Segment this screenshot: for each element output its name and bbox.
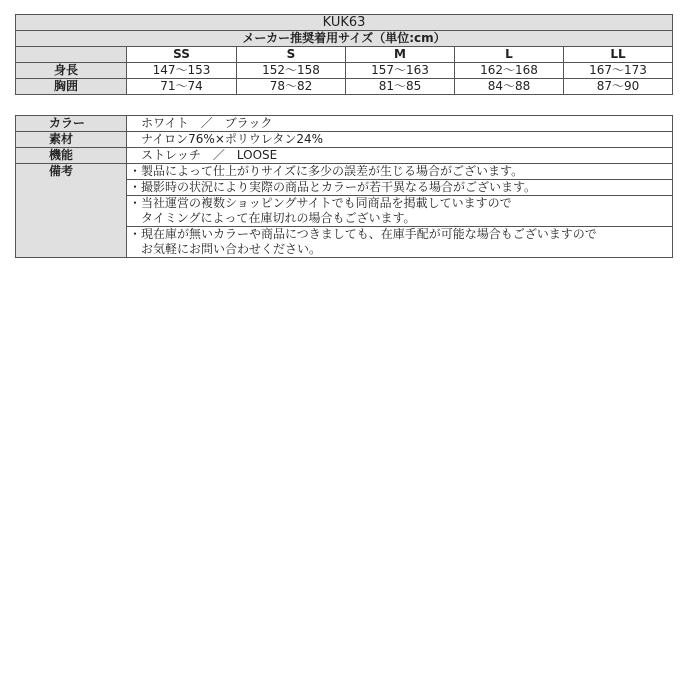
chest-ss: 71～74 bbox=[127, 79, 237, 95]
table-row bbox=[16, 63, 673, 79]
table-row bbox=[16, 148, 673, 164]
material-value: ナイロン76%×ポリウレタン24% bbox=[127, 132, 673, 148]
chest-l: 84～88 bbox=[455, 79, 564, 95]
size-table-subtitle: メーカー推奨着用サイズ（単位:cm） bbox=[16, 31, 673, 47]
function-value: ストレッチ ／ LOOSE bbox=[127, 148, 673, 164]
height-l: 162～168 bbox=[455, 63, 564, 79]
note-2: ・撮影時の状況により実際の商品とカラーが若干異なる場合がございます。 bbox=[127, 180, 673, 196]
size-header-ss: SS bbox=[127, 47, 237, 63]
table-row bbox=[16, 132, 673, 148]
height-m: 157～163 bbox=[346, 63, 455, 79]
product-info-table bbox=[15, 115, 673, 258]
table-row bbox=[16, 79, 673, 95]
material-label: 素材 bbox=[16, 132, 127, 148]
note-3-line2: タイミングによって在庫切れの場合もございます。 bbox=[127, 211, 673, 227]
chest-label: 胸囲 bbox=[16, 79, 127, 95]
size-header-l: L bbox=[455, 47, 564, 63]
size-header-ll: LL bbox=[564, 47, 673, 63]
color-value: ホワイト ／ ブラック bbox=[127, 116, 673, 132]
table-row bbox=[16, 164, 673, 180]
note-4-line1: ・現在庫が無いカラーや商品につきましても、在庫手配が可能な場合もございますので bbox=[127, 227, 673, 243]
chest-ll: 87～90 bbox=[564, 79, 673, 95]
function-label: 機能 bbox=[16, 148, 127, 164]
header-blank-cell bbox=[16, 47, 127, 63]
note-4-line2: お気軽にお問い合わせください。 bbox=[127, 242, 673, 258]
note-1: ・製品によって仕上がりサイズに多少の誤差が生じる場合がございます。 bbox=[127, 164, 673, 180]
model-number: KUK63 bbox=[16, 15, 673, 31]
note-3-line1: ・当社運営の複数ショッピングサイトでも同商品を掲載していますので bbox=[127, 196, 673, 212]
height-label: 身長 bbox=[16, 63, 127, 79]
height-s: 152～158 bbox=[237, 63, 346, 79]
chest-m: 81～85 bbox=[346, 79, 455, 95]
color-label: カラー bbox=[16, 116, 127, 132]
size-table bbox=[15, 14, 673, 95]
chest-s: 78～82 bbox=[237, 79, 346, 95]
height-ll: 167～173 bbox=[564, 63, 673, 79]
size-header-m: M bbox=[346, 47, 455, 63]
size-header-s: S bbox=[237, 47, 346, 63]
notes-label: 備考 bbox=[16, 164, 127, 258]
height-ss: 147～153 bbox=[127, 63, 237, 79]
table-row bbox=[16, 116, 673, 132]
